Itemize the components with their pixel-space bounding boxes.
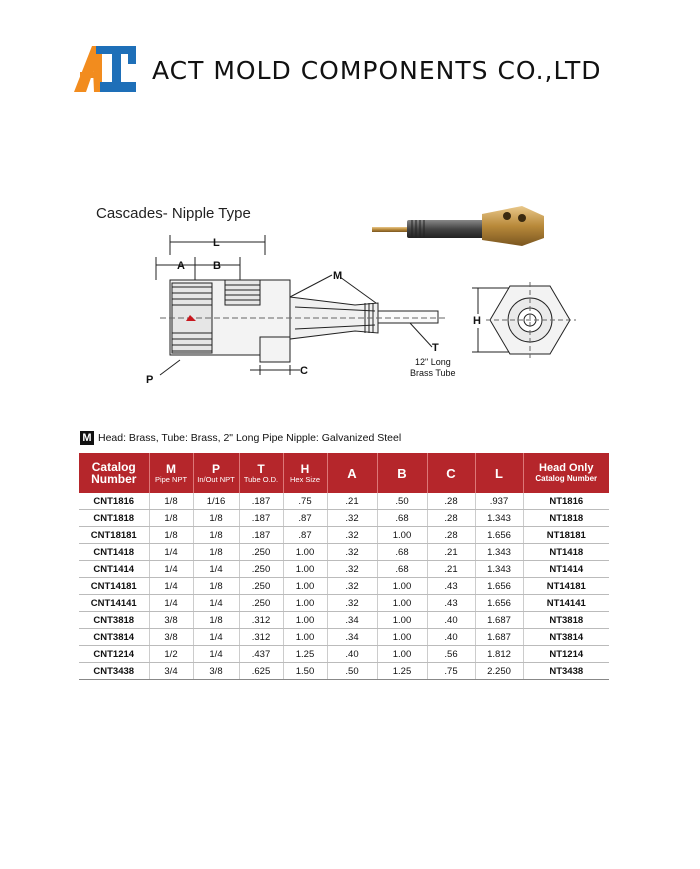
table-row: [79, 646, 609, 663]
table-cell: .250: [239, 544, 283, 561]
table-cell: 1.25: [377, 663, 427, 680]
dim-label-l: L: [213, 237, 220, 249]
table-cell: .75: [427, 663, 475, 680]
catalog-number-cell: CNT18181: [79, 527, 149, 544]
catalog-number-cell: CNT14181: [79, 578, 149, 595]
col-header: [327, 453, 377, 493]
dim-label-p: P: [146, 374, 154, 386]
table-cell: 1.687: [475, 612, 523, 629]
col-header-sub: Tube O.D.: [243, 474, 279, 484]
table-cell: .32: [327, 561, 377, 578]
table-cell: 1/8: [193, 612, 239, 629]
table-cell: 1.00: [283, 612, 327, 629]
table-cell: 1.00: [283, 629, 327, 646]
table-cell: .34: [327, 629, 377, 646]
table-cell: 1.00: [377, 646, 427, 663]
table-row: [79, 493, 609, 510]
head-only-catalog-cell: NT1414: [523, 561, 609, 578]
col-header-sub: Catalog Number: [535, 474, 598, 483]
catalog-number-cell: CNT1418: [79, 544, 149, 561]
table-cell: 1/2: [149, 646, 193, 663]
col-header-main: A: [347, 465, 357, 481]
head-only-catalog-cell: NT3818: [523, 612, 609, 629]
table-row: [79, 663, 609, 680]
col-header-main: C: [446, 465, 456, 481]
table-cell: 1.00: [283, 544, 327, 561]
table-row: [79, 629, 609, 646]
col-header: [523, 453, 609, 493]
table-row: [79, 510, 609, 527]
table-cell: 1.656: [475, 527, 523, 544]
table-cell: 1.343: [475, 561, 523, 578]
spec-table: [79, 453, 609, 680]
table-cell: .40: [427, 612, 475, 629]
head-only-catalog-cell: NT18181: [523, 527, 609, 544]
table-cell: 1/8: [193, 544, 239, 561]
table-cell: 1.343: [475, 510, 523, 527]
hex-end-view: [462, 280, 582, 360]
head-only-catalog-cell: NT1214: [523, 646, 609, 663]
table-cell: .68: [377, 510, 427, 527]
head-only-catalog-cell: NT1818: [523, 510, 609, 527]
table-cell: 1/16: [193, 493, 239, 510]
table-cell: 1/4: [193, 646, 239, 663]
table-cell: .187: [239, 510, 283, 527]
table-cell: .56: [427, 646, 475, 663]
table-cell: .21: [427, 561, 475, 578]
table-cell: .28: [427, 493, 475, 510]
catalog-number-cell: CNT14141: [79, 595, 149, 612]
table-cell: 1/4: [149, 544, 193, 561]
col-header-sub: In/Out NPT: [197, 474, 235, 484]
tube-note-line1: 12" Long: [415, 357, 451, 367]
table-cell: .32: [327, 510, 377, 527]
col-header-main: Head Only: [539, 462, 594, 474]
table-cell: 1.687: [475, 629, 523, 646]
table-cell: 3/8: [149, 629, 193, 646]
dim-label-h: H: [473, 315, 481, 327]
col-header-sub: Hex Size: [289, 474, 320, 484]
table-cell: 1/8: [193, 578, 239, 595]
table-row: [79, 561, 609, 578]
table-cell: .28: [427, 510, 475, 527]
col-header: [377, 453, 427, 493]
material-legend: [80, 431, 401, 445]
catalog-number-cell: CNT1816: [79, 493, 149, 510]
tube-note-line2: Brass Tube: [410, 368, 456, 378]
table-cell: 2.250: [475, 663, 523, 680]
head-only-catalog-cell: NT14181: [523, 578, 609, 595]
table-cell: 1/4: [149, 561, 193, 578]
table-cell: 1.00: [377, 612, 427, 629]
table-cell: 1/4: [149, 578, 193, 595]
table-cell: 1.00: [283, 561, 327, 578]
head-only-catalog-cell: NT3814: [523, 629, 609, 646]
table-cell: 1.812: [475, 646, 523, 663]
table-cell: .43: [427, 595, 475, 612]
table-cell: .187: [239, 527, 283, 544]
table-cell: .625: [239, 663, 283, 680]
table-cell: .87: [283, 527, 327, 544]
table-header-row: [79, 453, 609, 493]
catalog-number-cell: CNT1414: [79, 561, 149, 578]
table-cell: 1/4: [149, 595, 193, 612]
company-name: ACT MOLD COMPONENTS CO.,LTD: [152, 56, 602, 85]
head-only-catalog-cell: NT14141: [523, 595, 609, 612]
head-only-catalog-cell: NT1418: [523, 544, 609, 561]
table-cell: .28: [427, 527, 475, 544]
product-photo: [372, 196, 547, 266]
col-header-main: L: [495, 465, 503, 481]
table-cell: 1/8: [193, 527, 239, 544]
table-cell: 1/8: [149, 510, 193, 527]
table-cell: 1.50: [283, 663, 327, 680]
table-cell: .32: [327, 595, 377, 612]
table-cell: .68: [377, 561, 427, 578]
table-cell: 1.00: [377, 629, 427, 646]
table-row: [79, 527, 609, 544]
head-only-catalog-cell: NT1816: [523, 493, 609, 510]
table-cell: 1.00: [377, 578, 427, 595]
table-cell: 3/8: [193, 663, 239, 680]
col-header: [149, 453, 193, 493]
catalog-number-cell: CNT3814: [79, 629, 149, 646]
table-row: [79, 544, 609, 561]
col-header: [427, 453, 475, 493]
table-cell: 1.656: [475, 578, 523, 595]
col-header-main: Catalog Number: [91, 460, 137, 486]
table-cell: 1.00: [283, 578, 327, 595]
table-cell: .75: [283, 493, 327, 510]
table-cell: 1.343: [475, 544, 523, 561]
col-header: [239, 453, 283, 493]
table-cell: .21: [327, 493, 377, 510]
table-cell: 1.656: [475, 595, 523, 612]
dim-label-a: A: [177, 260, 185, 272]
table-cell: .34: [327, 612, 377, 629]
dim-label-c: C: [300, 365, 308, 377]
table-cell: .87: [283, 510, 327, 527]
table-cell: .68: [377, 544, 427, 561]
legend-text: Head: Brass, Tube: Brass, 2" Long Pipe Nipple: Galvanized Steel: [98, 432, 402, 444]
table-cell: 1/4: [193, 629, 239, 646]
catalog-number-cell: CNT1214: [79, 646, 149, 663]
table-cell: 1.25: [283, 646, 327, 663]
catalog-number-cell: CNT3438: [79, 663, 149, 680]
dim-label-t: T: [432, 342, 439, 354]
table-cell: 1/4: [193, 595, 239, 612]
table-cell: .43: [427, 578, 475, 595]
col-header: [193, 453, 239, 493]
col-header: [79, 453, 149, 493]
table-cell: 1.00: [377, 595, 427, 612]
col-header-main: M: [166, 461, 176, 476]
dim-label-m: M: [333, 270, 343, 282]
col-header-main: P: [211, 461, 220, 476]
table-cell: 1.00: [283, 595, 327, 612]
head-only-catalog-cell: NT3438: [523, 663, 609, 680]
table-cell: 1.00: [377, 527, 427, 544]
table-cell: .250: [239, 595, 283, 612]
company-logo: [72, 42, 138, 94]
table-cell: .32: [327, 544, 377, 561]
table-row: [79, 595, 609, 612]
table-cell: 1/8: [149, 493, 193, 510]
col-header: [283, 453, 327, 493]
catalog-number-cell: CNT3818: [79, 612, 149, 629]
col-header: [475, 453, 523, 493]
col-header-main: T: [257, 461, 265, 476]
col-header-sub: Pipe NPT: [154, 474, 188, 484]
table-cell: .40: [327, 646, 377, 663]
table-cell: .187: [239, 493, 283, 510]
col-header-main: H: [300, 461, 310, 476]
table-row: [79, 578, 609, 595]
table-cell: 3/4: [149, 663, 193, 680]
table-cell: .32: [327, 578, 377, 595]
table-cell: .937: [475, 493, 523, 510]
product-title: Cascades- Nipple Type: [96, 205, 251, 222]
table-cell: 3/8: [149, 612, 193, 629]
table-cell: .250: [239, 561, 283, 578]
catalog-number-cell: CNT1818: [79, 510, 149, 527]
table-row: [79, 612, 609, 629]
table-cell: 1/8: [193, 510, 239, 527]
table-cell: .250: [239, 578, 283, 595]
legend-badge: M: [80, 431, 94, 445]
table-cell: .32: [327, 527, 377, 544]
table-cell: .50: [377, 493, 427, 510]
dim-label-b: B: [213, 260, 221, 272]
table-cell: .40: [427, 629, 475, 646]
table-cell: .50: [327, 663, 377, 680]
table-cell: 1/8: [149, 527, 193, 544]
table-cell: .437: [239, 646, 283, 663]
table-cell: 1/4: [193, 561, 239, 578]
table-cell: .21: [427, 544, 475, 561]
col-header-main: B: [397, 465, 407, 481]
table-cell: .312: [239, 629, 283, 646]
table-cell: .312: [239, 612, 283, 629]
